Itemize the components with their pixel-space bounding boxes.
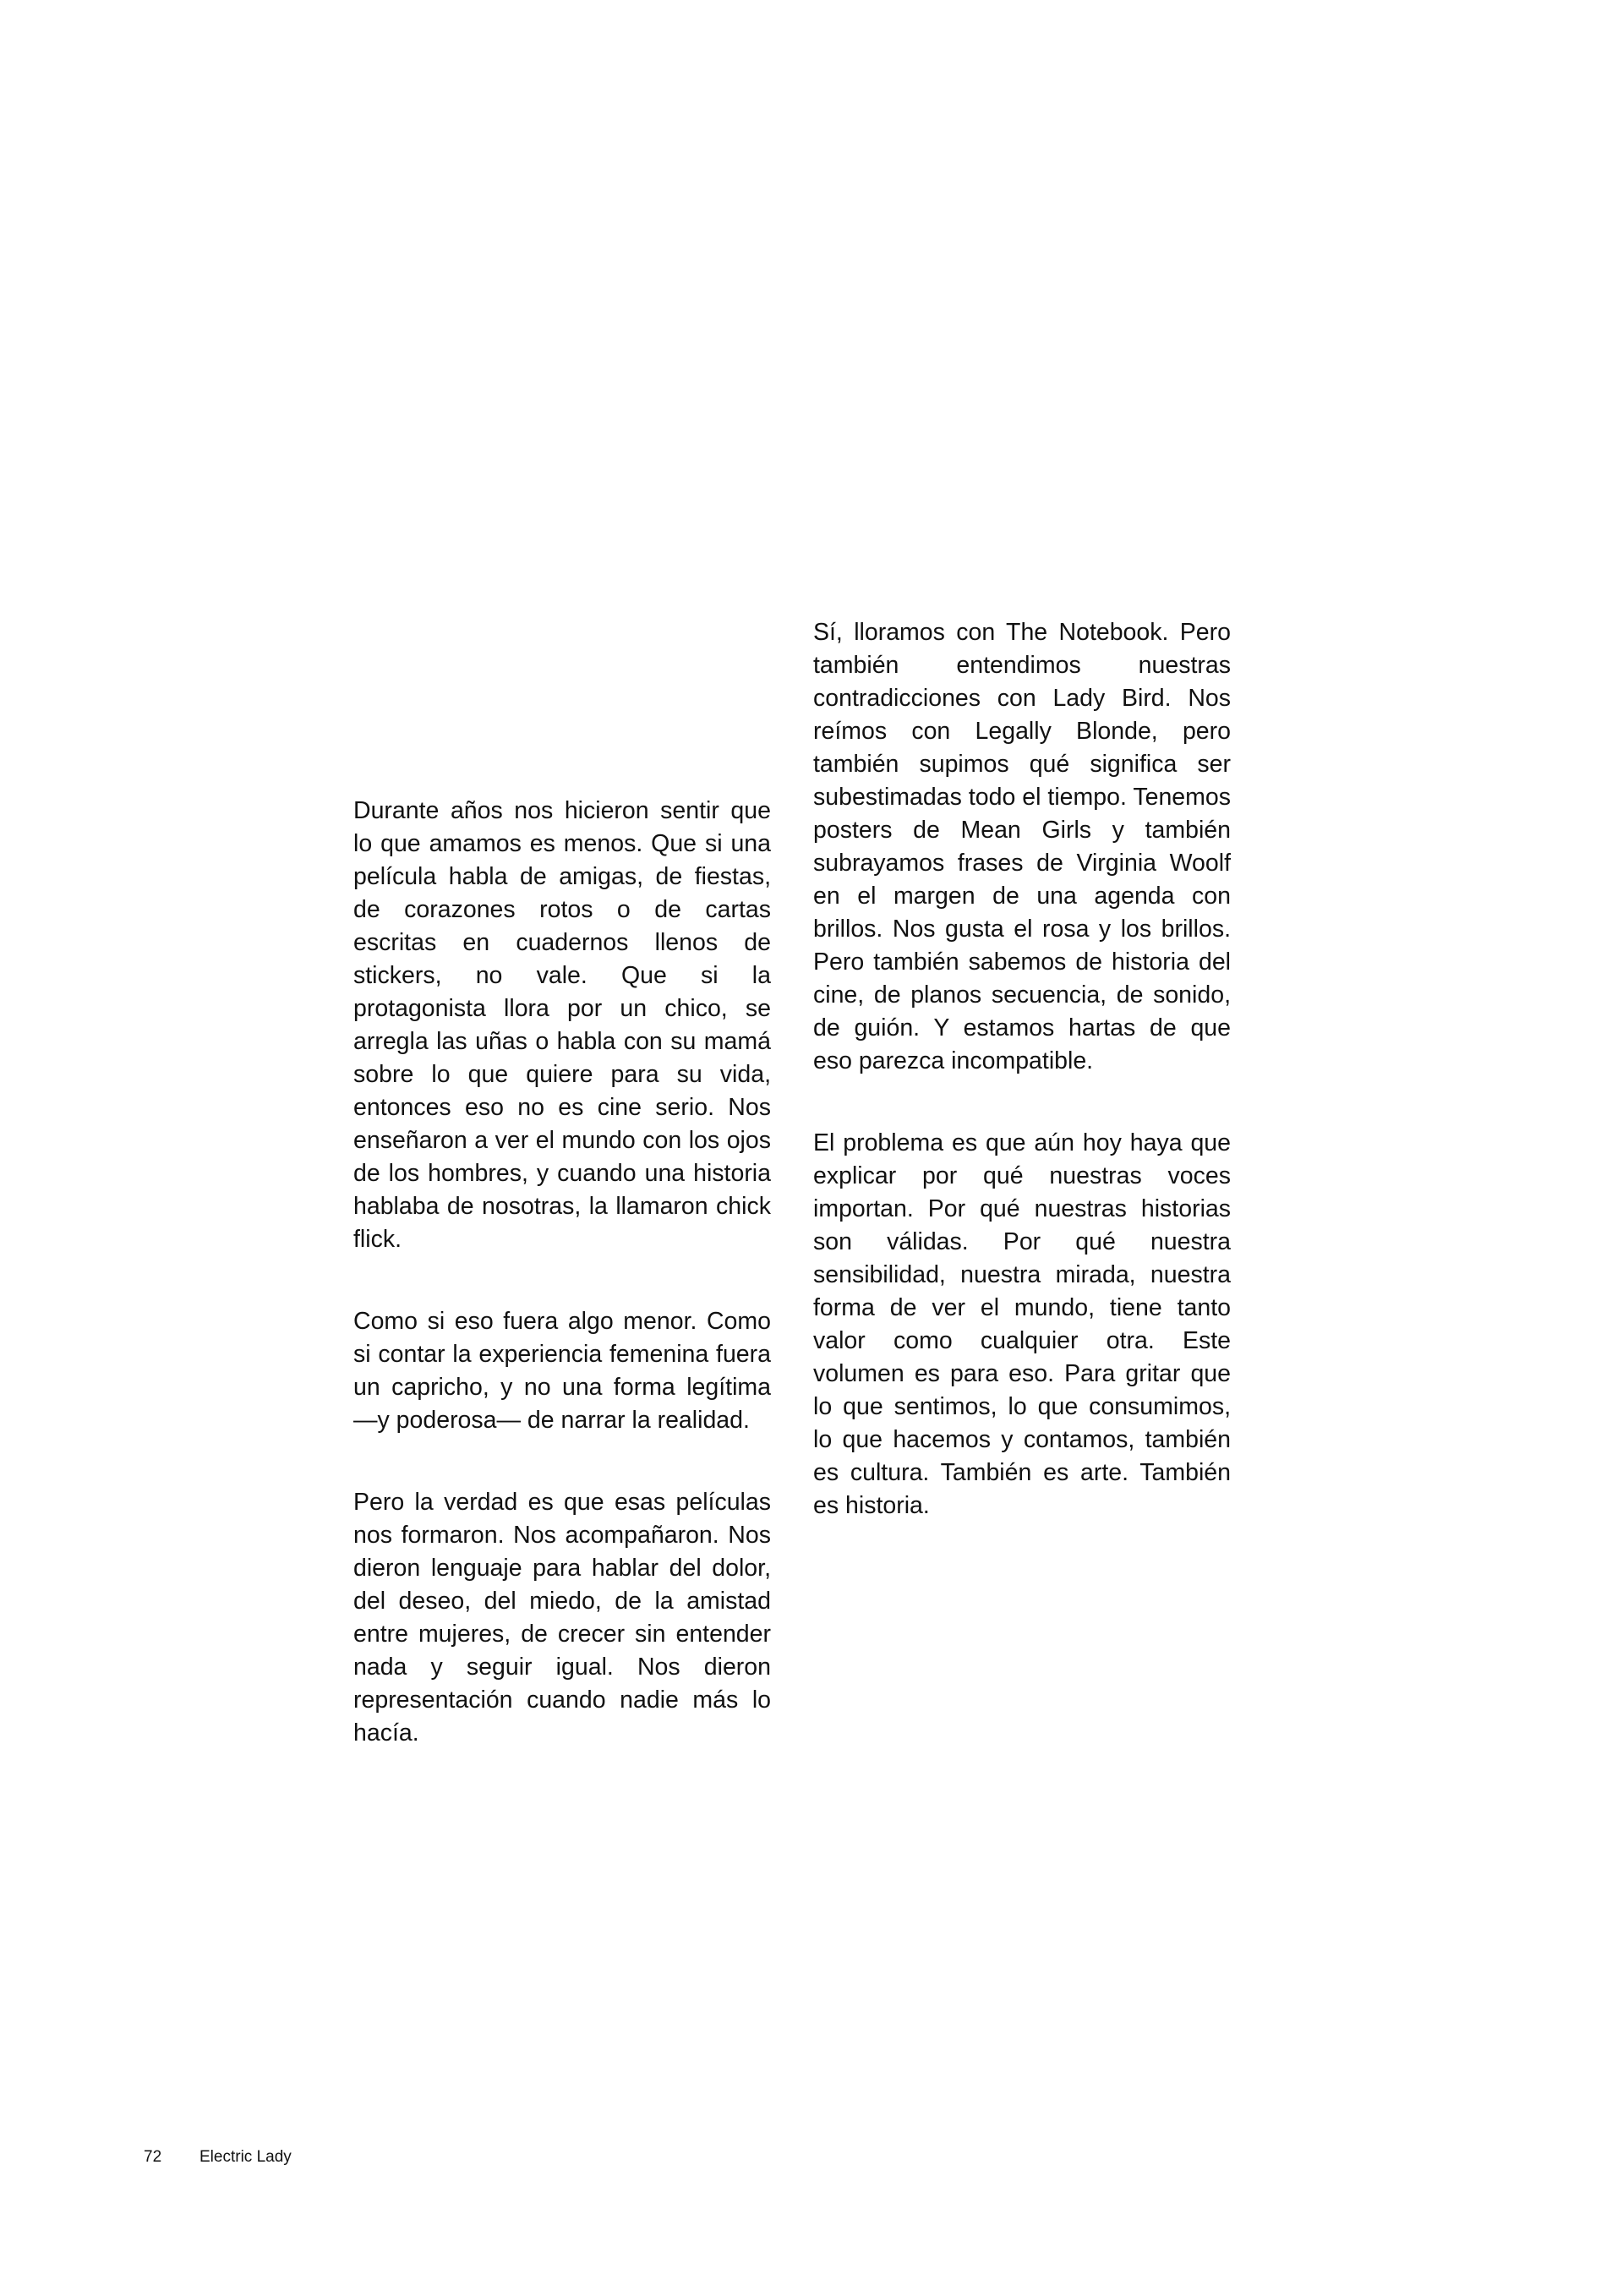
paragraph: Pero la verdad es que esas películas nos formaron. Nos acompañaron. Nos dieron lenguaje para hablar del dolor, del deseo, del miedo, de la amistad entre mujeres, de crecer sin entender nada y seguir igual. Nos dieron representación cuando nadie más lo hacía. <box>353 1489 771 1747</box>
right-text-column <box>813 616 1231 1522</box>
paragraph: El problema es que aún hoy haya que explicar por qué nuestras voces importan. Por qué nuestras historias son válidas. Por qué nuestra sensibilidad, nuestra mirada, nuestra forma de ver el mundo, tiene tanto valor como cualquier otra. Este volumen es para eso. Para gritar que lo que sentimos, lo que consumimos, lo que hacemos y contamos, también es cultura. También es arte. También es historia. <box>813 1129 1231 1519</box>
left-text-column <box>353 795 771 1750</box>
paragraph: Como si eso fuera algo menor. Como si contar la experiencia femenina fuera un capricho, y no una forma legítima —y poderosa— de narrar la realidad. <box>353 1308 771 1434</box>
paragraph: Durante años nos hicieron sentir que lo que amamos es menos. Que si una película habla de amigas, de fiestas, de corazones rotos o de cartas escritas en cuadernos llenos de stickers, no vale. Que si la protagonista llora por un chico, se arregla las uñas o habla con su mamá sobre lo que quiere para su vida, entonces eso no es cine serio. Nos enseñaron a ver el mundo con los ojos de los hombres, y cuando una historia hablaba de nosotras, la llamaron chick flick. <box>353 797 771 1253</box>
page-number: 72 <box>144 2148 162 2166</box>
publication-name: Electric Lady <box>199 2148 292 2166</box>
paragraph: Sí, lloramos con The Notebook. Pero también entendimos nuestras contradicciones con Lady Bird. Nos reímos con Legally Blonde, pero también supimos qué significa ser subestimadas todo el tiempo. Tenemos posters de Mean Girls y también subrayamos frases de Virginia Woolf en el margen de una agenda con brillos. Nos gusta el rosa y los brillos. Pero también sabemos de historia del cine, de planos secuencia, de sonido, de guión. Y estamos hartas de que eso parezca incompatible. <box>813 619 1231 1074</box>
page-footer <box>144 2147 292 2168</box>
